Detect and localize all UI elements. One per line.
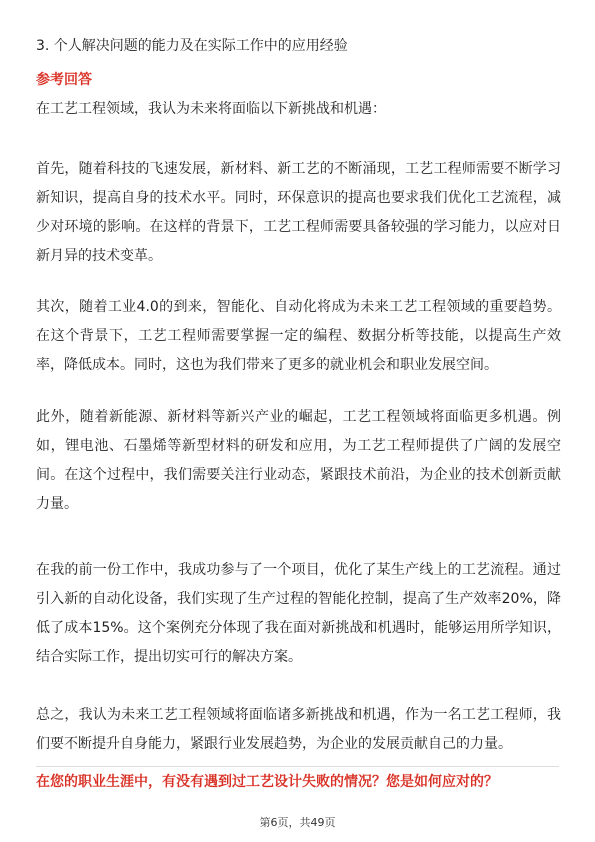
paragraph-second: 其次，随着工业4.0的到来，智能化、自动化将成为未来工艺工程领域的重要趋势。在这个背景下，工艺工程师需要掌握一定的编程、数据分析等技能，以提高生产效率，降低成本。同时，这也为我们带来了更多的就业机会和职业发展空间。 [36, 299, 561, 373]
paragraph-experience: 在我的前一份工作中，我成功参与了一个项目，优化了某生产线上的工艺流程。通过引入新的自动化设备，我们实现了生产过程的智能化控制，提高了生产效率20%，降低了成本15%。这个案例充分体现了我在面对新挑战和机遇时，能够运用所学知识，结合实际工作，提出切实可行的解决方案。 [36, 562, 561, 665]
next-question: 在您的职业生涯中，有没有遇到过工艺设计失败的情况？您是如何应对的？ [36, 774, 498, 790]
answer-label: 参考回答 [36, 72, 92, 88]
paragraph-third: 此外，随着新能源、新材料等新兴产业的崛起，工艺工程领域将面临更多机遇。例如，锂电池、石墨烯等新型材料的研发和应用，为工艺工程师提供了广阔的发展空间。在这个过程中，我们需要关注行业动态，紧跟技术前沿，为企业的技术创新贡献力量。 [36, 409, 561, 512]
page-footer: 第6页，共49页 [259, 816, 336, 829]
paragraph-conclusion: 总之，我认为未来工艺工程领域将面临诸多新挑战和机遇，作为一名工艺工程师，我们要不断提升自身能力，紧跟行业发展趋势，为企业的发展贡献自己的力量。 [36, 707, 561, 752]
section-title: 3. 个人解决问题的能力及在实际工作中的应用经验 [36, 38, 348, 54]
paragraph-first: 首先，随着科技的飞速发展，新材料、新工艺的不断涌现，工艺工程师需要不断学习新知识，提高自身的技术水平。同时，环保意识的提高也要求我们优化工艺流程，减少对环境的影响。在这样的背景下，工艺工程师需要具备较强的学习能力，以应对日新月异的技术变革。 [36, 161, 561, 264]
divider [36, 766, 559, 767]
paragraph-intro: 在工艺工程领域，我认为未来将面临以下新挑战和机遇： [36, 101, 386, 117]
